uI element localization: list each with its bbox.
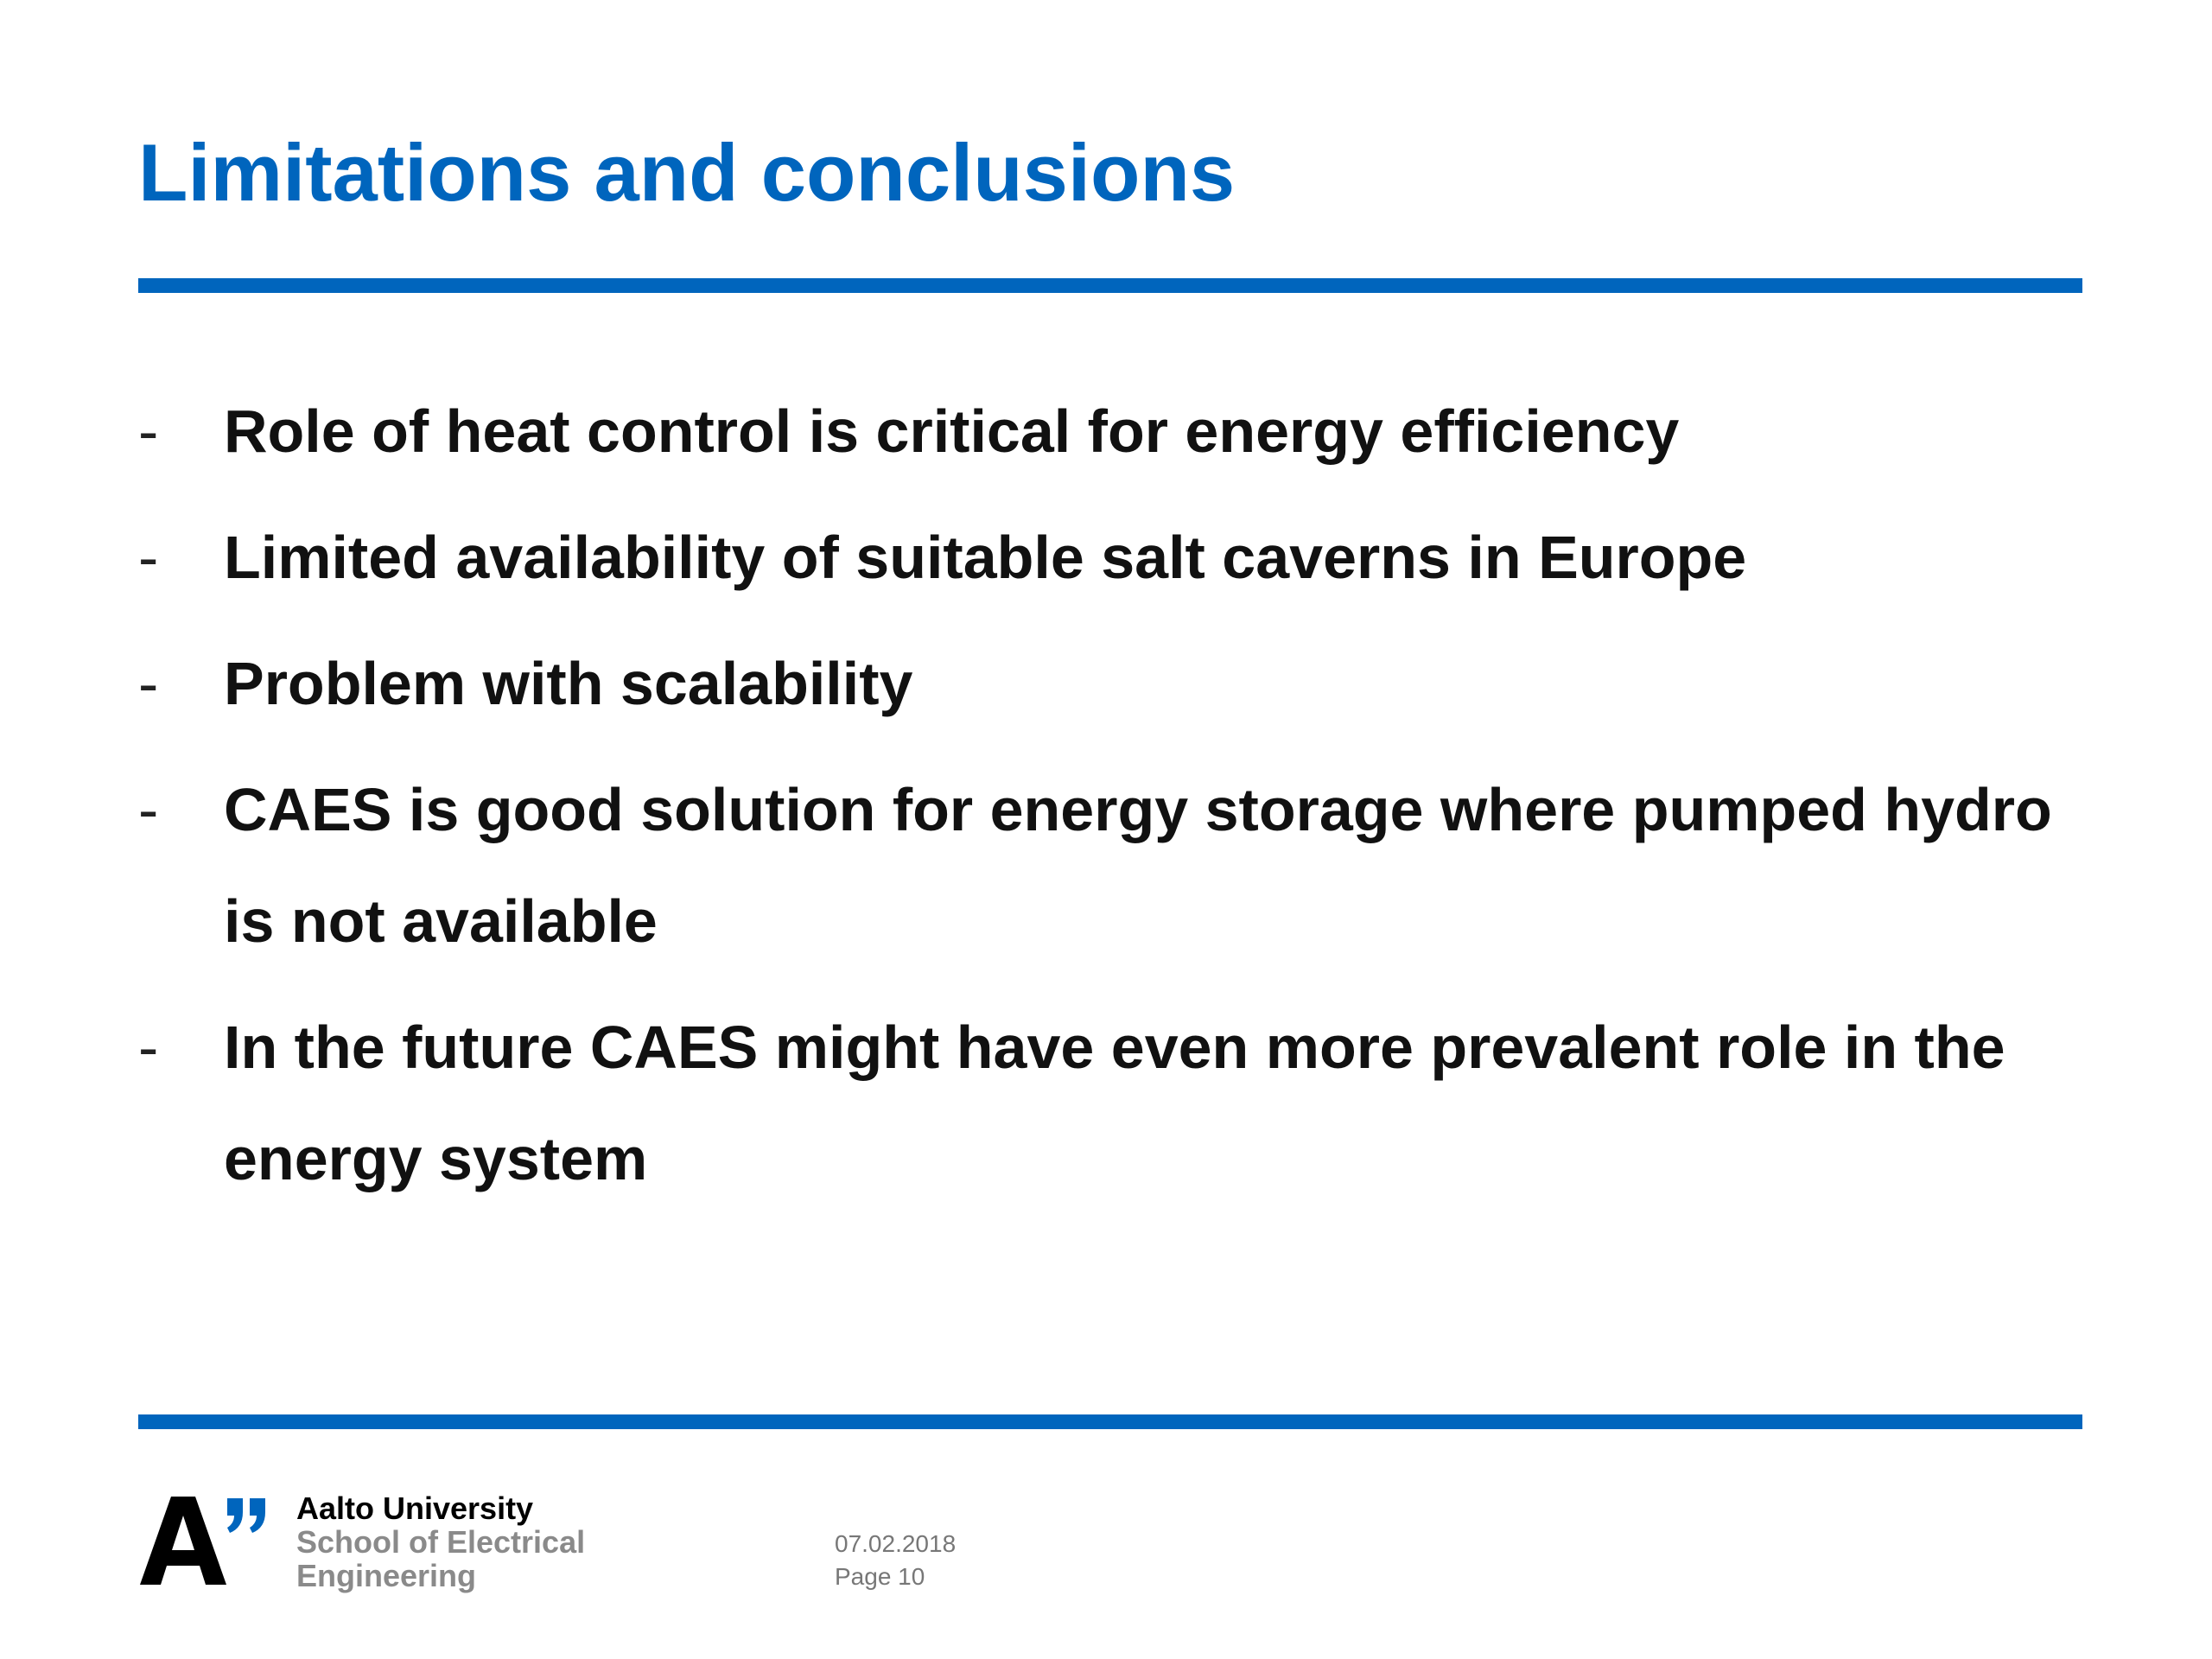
bullet-item	[138, 754, 2082, 977]
footer-divider	[138, 1414, 2082, 1429]
school-name-line2: Engineering	[296, 1558, 477, 1593]
bullet-dash: -	[138, 1014, 159, 1081]
slide-meta	[835, 1528, 956, 1593]
title-divider	[138, 278, 2082, 293]
bullet-text: Role of heat control is critical for energy efficiency	[224, 397, 1680, 465]
bullet-dash: -	[138, 650, 159, 717]
bullet-dash: -	[138, 397, 159, 465]
bullet-dash: -	[138, 524, 159, 591]
bullet-item	[138, 376, 2082, 487]
bullet-text: Limited availability of suitable salt caverns in Europe	[224, 524, 1747, 591]
bullet-item	[138, 628, 2082, 740]
university-block	[296, 1491, 585, 1592]
bullet-text: Problem with scalability	[224, 650, 913, 717]
slide-title: Limitations and conclusions	[138, 127, 1236, 218]
school-name-line1: School of Electrical	[296, 1524, 586, 1560]
page-number: Page 10	[835, 1563, 925, 1590]
bullet-text: In the future CAES might have even more prevalent role in the energy system	[224, 1014, 2005, 1192]
university-name: Aalto University	[296, 1491, 534, 1526]
slide-date: 07.02.2018	[835, 1530, 957, 1557]
bullet-item	[138, 992, 2082, 1215]
bullet-item	[138, 502, 2082, 613]
bullet-dash: -	[138, 776, 159, 843]
aalto-logo-icon	[138, 1493, 276, 1588]
bullet-text: CAES is good solution for energy storage where pumped hydro is not available	[224, 776, 2052, 955]
bullet-list	[138, 376, 2082, 1230]
